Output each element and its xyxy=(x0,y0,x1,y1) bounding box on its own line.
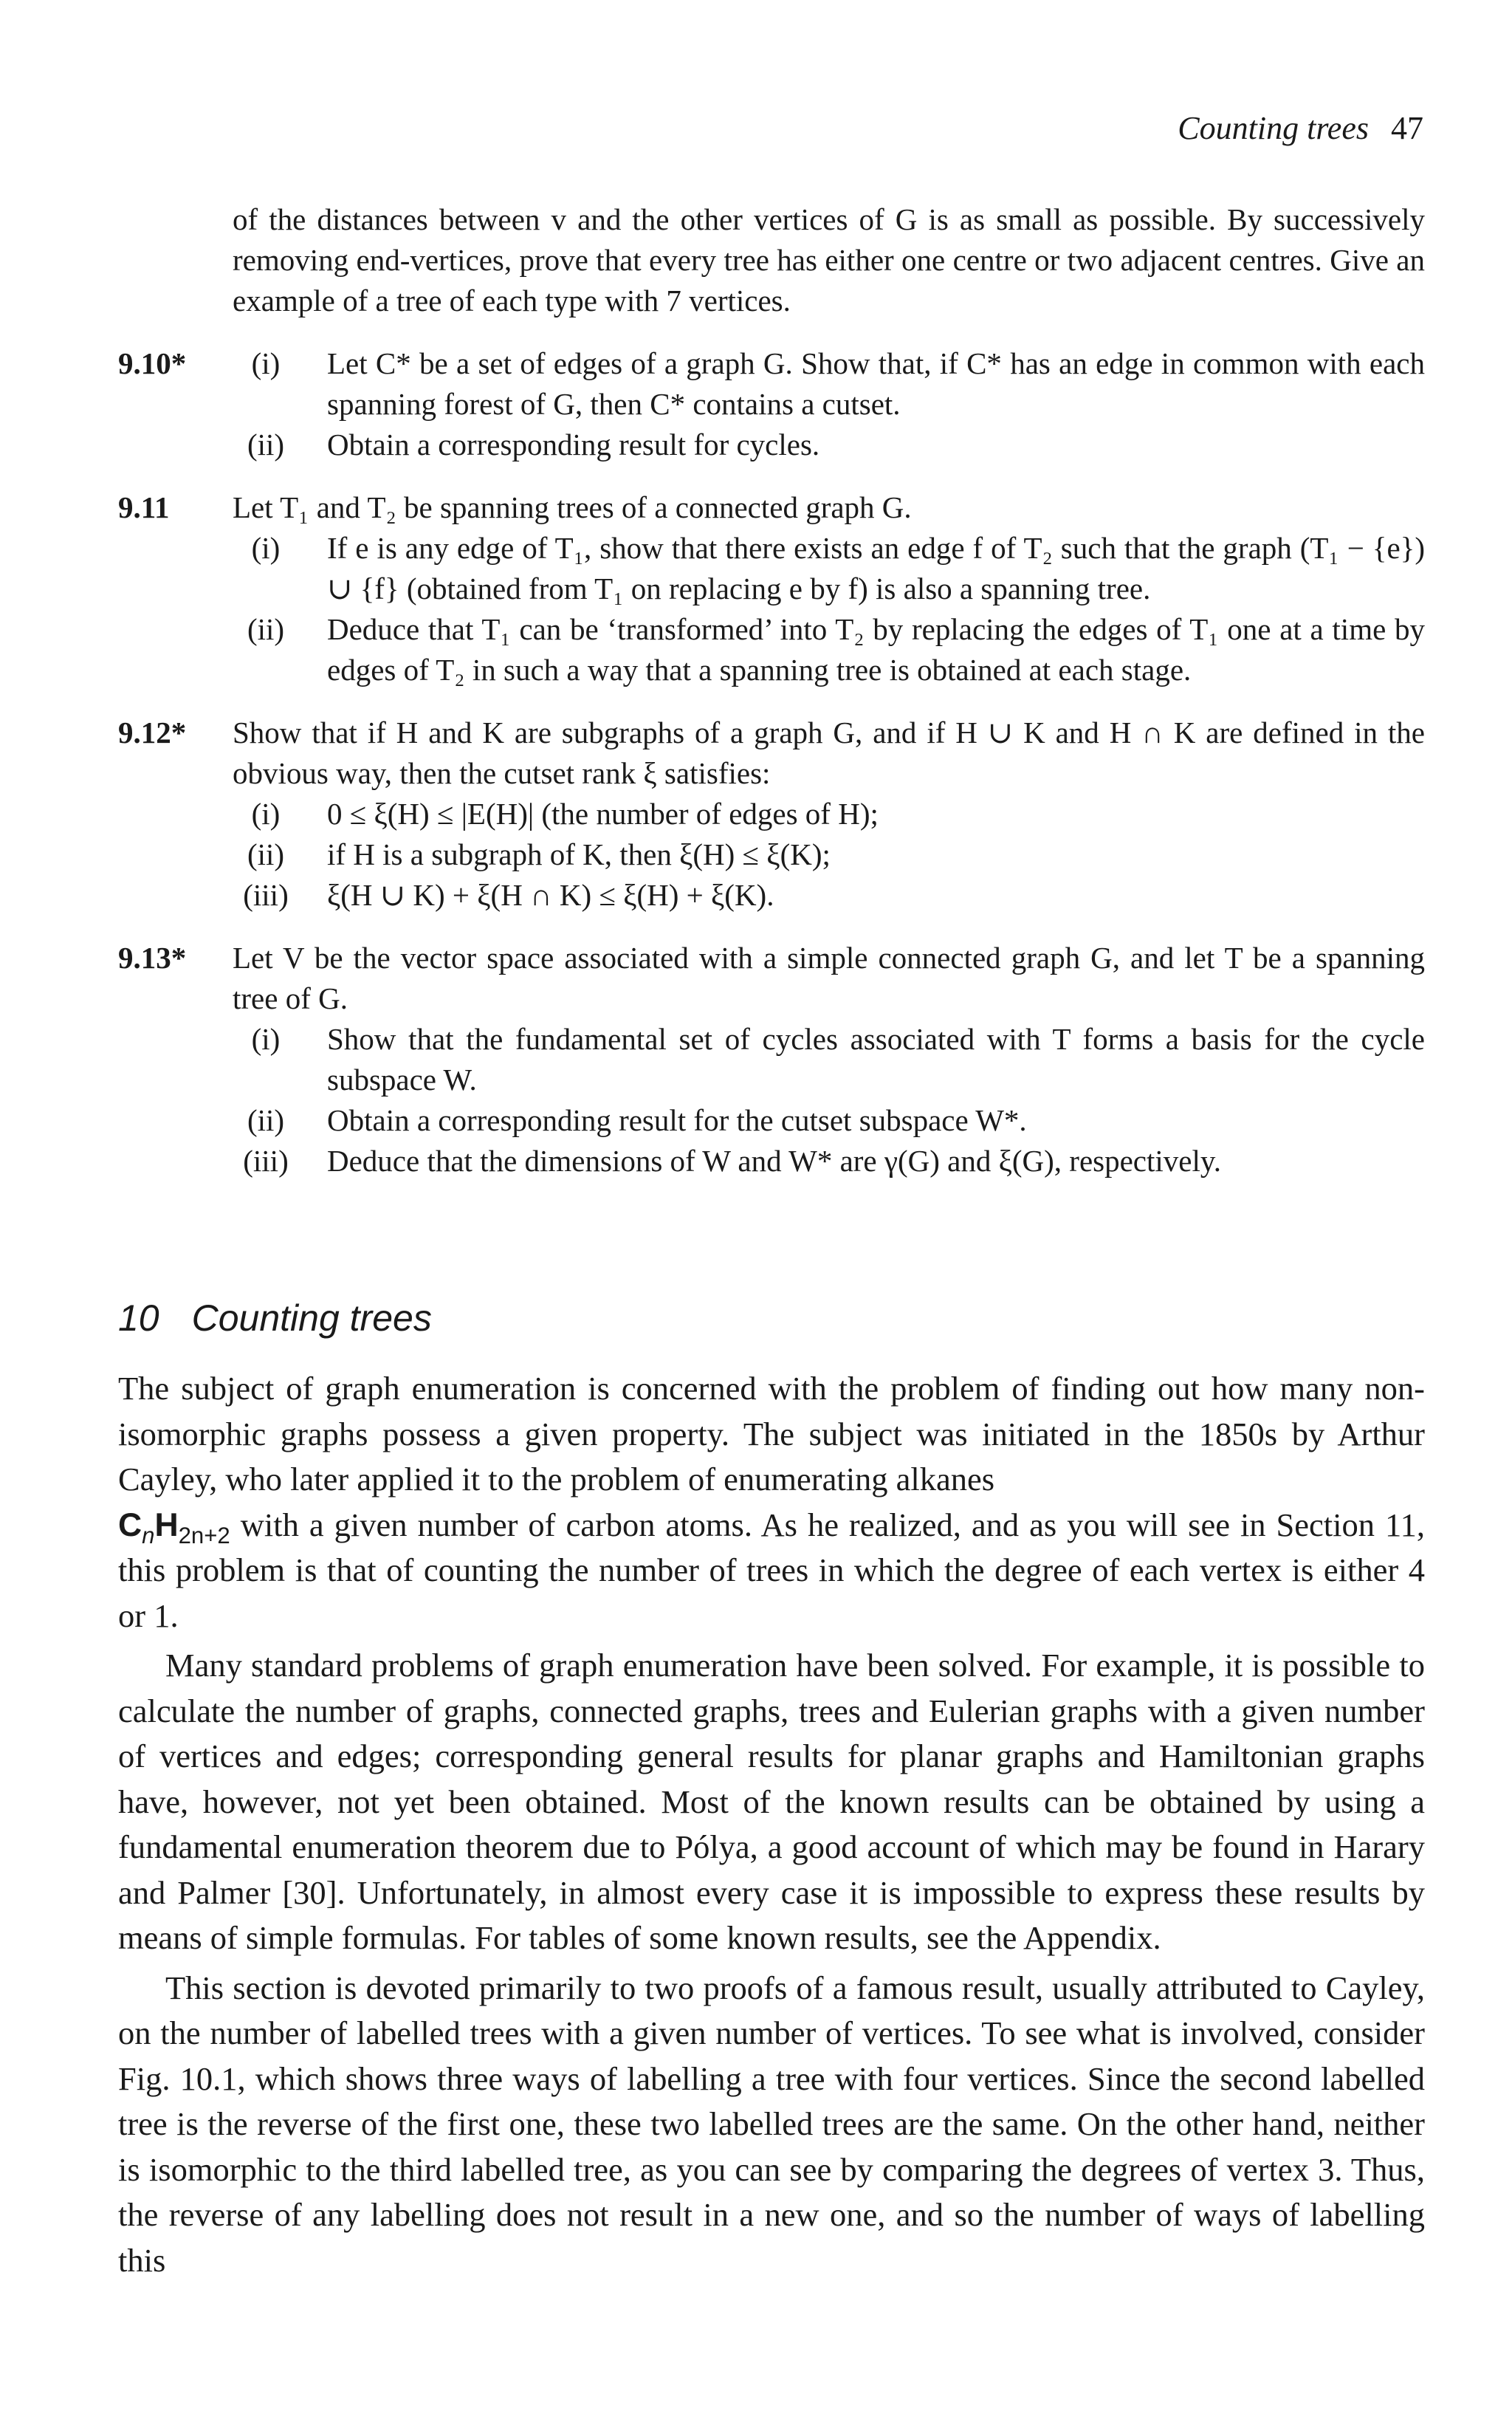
exercise-item xyxy=(233,875,1425,916)
exercise-9-11 xyxy=(118,487,1425,690)
item-label: (ii) xyxy=(247,1103,285,1137)
item-label: (iii) xyxy=(243,1144,289,1178)
section-number: 10 xyxy=(118,1297,159,1339)
section-heading xyxy=(118,1297,432,1339)
running-head xyxy=(1178,109,1423,147)
exercise-intro: Show that if H and K are subgraphs of a graph G, and if H ∪ K and H ∩ K are defined in the obvious way, then the cutset rank ξ satisfies: xyxy=(233,716,1425,790)
running-head-title: Counting trees xyxy=(1178,110,1369,146)
exercise-item xyxy=(233,1141,1425,1181)
item-label: (i) xyxy=(251,346,281,380)
item-label: (iii) xyxy=(243,878,289,912)
exercise-9-10 xyxy=(118,343,1425,465)
alkane-formula: $C_nH_{2n+2}$ xyxy=(118,1506,230,1548)
exercise-9-12 xyxy=(118,713,1425,916)
item-text: ξ(H ∪ K) + ξ(H ∩ K) ≤ ξ(H) + ξ(K). xyxy=(327,878,774,912)
exercise-number: 9.13* xyxy=(118,941,187,975)
section-title: Counting trees xyxy=(191,1297,432,1339)
item-text: if H is a subgraph of K, then ξ(H) ≤ ξ(K); xyxy=(327,837,831,871)
exercise-intro: Let T₁ and T₂ be spanning trees of a connected graph G. xyxy=(233,490,912,524)
exercise-item xyxy=(233,528,1425,609)
exercise-number: 9.10* xyxy=(118,346,187,380)
item-label: (ii) xyxy=(247,428,285,462)
exercise-item xyxy=(233,834,1425,875)
paragraph-text: The subject of graph enumeration is concerned with the problem of finding out how many non-isomorphic graphs possess a given property. The subject was initiated in the 1850s by Arthur Cayley, who later applied it to the problem of enumerating alkanes xyxy=(118,1370,1425,1498)
paragraph: Many standard problems of graph enumeration have been solved. For example, it is possible to calculate the number of graphs, connected graphs, trees and Eulerian graphs with a given number of vertices and edges; corresponding general results for planar graphs and Hamiltonian graphs have, however, not yet been obtained. Most of the known results can be obtained by using a fundamental enumeration theorem due to Pólya, a good account of which may be found in Harary and Palmer [30]. Unfortunately, in almost every case it is impossible to express these results by means of simple formulas. For tables of some known results, see the Appendix. xyxy=(118,1647,1425,1956)
exercise-intro: Let V be the vector space associated with a simple connected graph G, and let T be a spanning tree of G. xyxy=(233,941,1425,1015)
item-text: Show that the fundamental set of cycles associated with T forms a basis for the cycle subspace W. xyxy=(327,1022,1425,1097)
exercise-9-13 xyxy=(118,938,1425,1181)
item-label: (ii) xyxy=(247,612,285,646)
item-label: (i) xyxy=(251,531,281,565)
item-text: Obtain a corresponding result for cycles. xyxy=(327,428,820,462)
exercise-item xyxy=(233,425,1425,465)
page-number: 47 xyxy=(1391,110,1423,146)
exercise-continuation: of the distances between v and the other vertices of G is as small as possible. By successively removing end-vertices, prove that every tree has either one centre or two adjacent centres. Give an example of a tree of each type with 7 vertices. xyxy=(233,202,1425,318)
exercise-item xyxy=(233,1100,1425,1141)
exercise-number: 9.11 xyxy=(118,490,170,524)
item-text: If e is any edge of T₁, show that there exists an edge f of T₂ such that the graph (T₁ − {e}) ∪ {f} (obtained from T₁ on replacing e by f) is also a spanning tree. xyxy=(327,531,1425,606)
item-label: (i) xyxy=(251,1022,281,1056)
item-label: (i) xyxy=(251,797,281,831)
paragraph-text: with a given number of carbon atoms. As he realized, and as you will see in Section 11, this problem is that of counting the number of trees in which the degree of each vertex is either 4 or 1. xyxy=(118,1506,1425,1634)
item-label: (ii) xyxy=(247,837,285,871)
paragraph: This section is devoted primarily to two proofs of a famous result, usually attributed to Cayley, on the number of labelled trees with a given number of vertices. To see what is involved, consider Fig. 10.1, which shows three ways of labelling a tree with four vertices. Since the second labelled tree is the reverse of the first one, these two labelled trees are the same. On the other hand, neither is isomorphic to the third labelled tree, as you can see by comparing the degrees of vertex 3. Thus, the reverse of any labelling does not result in a new one, and so the number of ways of labelling this xyxy=(118,1969,1425,2279)
exercise-number: 9.12* xyxy=(118,716,187,749)
exercise-item xyxy=(233,1019,1425,1100)
item-text: 0 ≤ ξ(H) ≤ |E(H)| (the number of edges of H); xyxy=(327,797,879,831)
item-text: Obtain a corresponding result for the cutset subspace W*. xyxy=(327,1103,1027,1137)
item-text: Deduce that the dimensions of W and W* are γ(G) and ξ(G), respectively. xyxy=(327,1144,1221,1178)
exercise-item xyxy=(233,609,1425,690)
item-text: Deduce that T₁ can be ‘transformed’ into T₂ by replacing the edges of T₁ one at a time by edges of T₂ in such a way that a spanning tree is obtained at each stage. xyxy=(327,612,1425,687)
item-text: Let C* be a set of edges of a graph G. Show that, if C* has an edge in common with each spanning forest of G, then C* contains a cutset. xyxy=(327,346,1425,421)
exercise-item xyxy=(233,794,1425,834)
paragraph xyxy=(118,1366,1425,1639)
exercise-item xyxy=(233,343,1425,425)
section-body xyxy=(118,1366,1425,2283)
exercises-block xyxy=(118,199,1425,1181)
